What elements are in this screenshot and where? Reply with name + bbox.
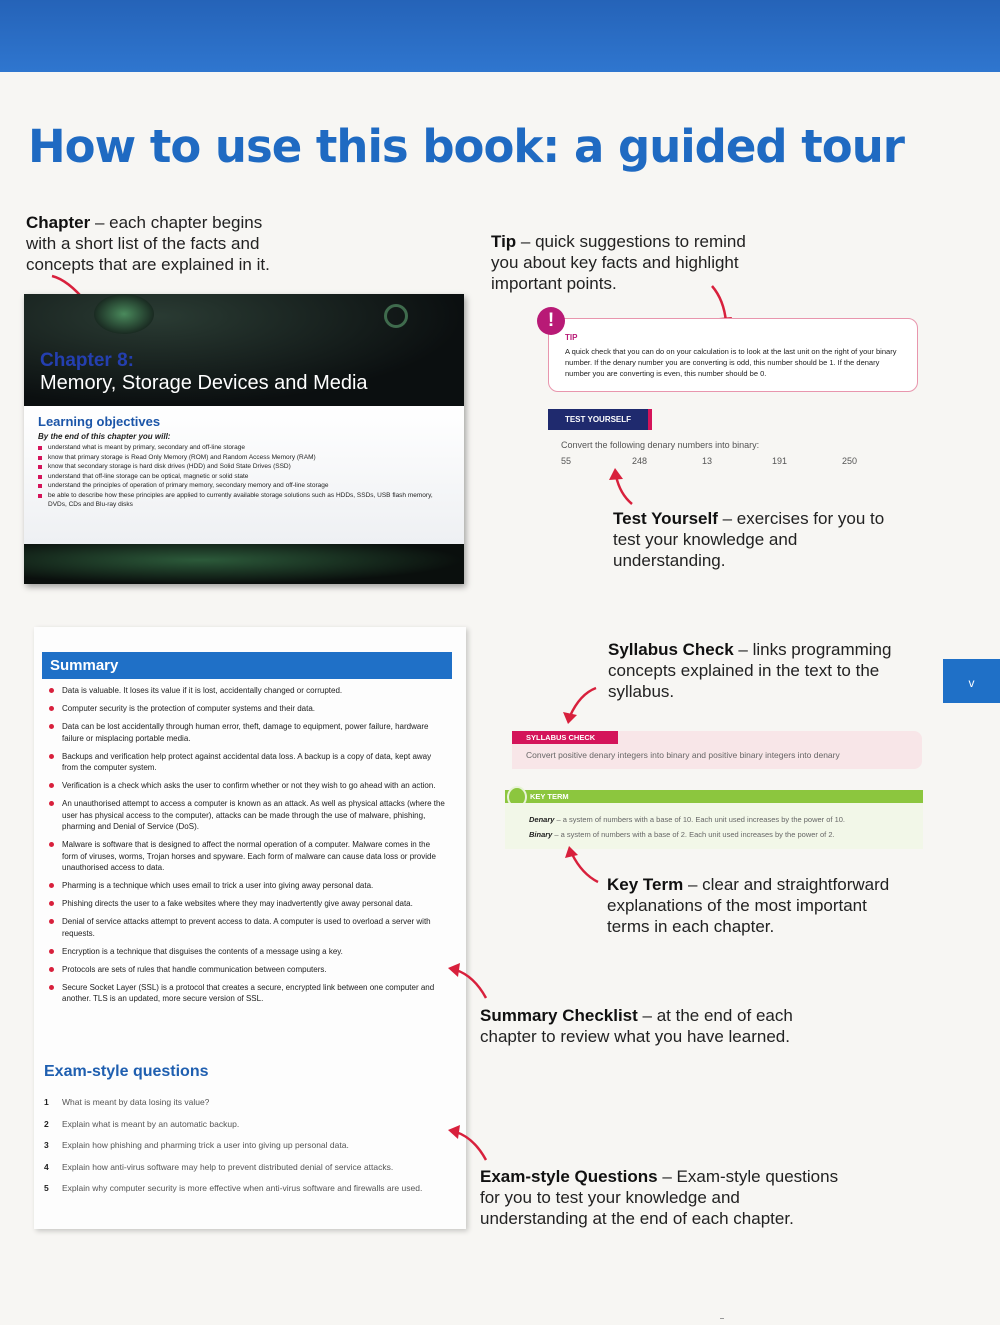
objective-item: know that secondary storage is hard disk drives (HDD) and Solid State Drives (SSD): [38, 462, 450, 472]
question-number: 3: [44, 1140, 49, 1150]
key-term-word: Binary: [529, 830, 553, 839]
summary-item: Denial of service attacks attempt to prevent access to data. A computer is used to overload a server with requests.: [44, 916, 448, 939]
summary-item: Pharming is a technique which uses email to trick a user into giving away personal data.: [44, 880, 448, 892]
test-yourself-number: 248: [632, 456, 648, 466]
exam-questions-list: [44, 1097, 448, 1205]
callout-exam-questions-term: Exam-style Questions: [480, 1167, 658, 1186]
summary-item: Malware is software that is designed to affect the normal operation of a computer. Malware comes in the form of viruses, worms, Trojan horses and spyware. Each form of malware can cause data loss or provide unauthorised access to data.: [44, 839, 448, 874]
callout-summary-checklist: [480, 1005, 810, 1047]
question-text: Explain why computer security is more effective when anti-virus software and firewalls are used.: [62, 1183, 423, 1193]
question-text: Explain how phishing and pharming trick a user into giving up personal data.: [62, 1140, 349, 1150]
callout-syllabus-check-desc: – links programming concepts explained in the text to the syllabus.: [608, 640, 892, 701]
callout-summary-checklist-desc: – at the end of each chapter to review what you have learned.: [480, 1006, 793, 1046]
callout-chapter: [26, 212, 286, 275]
chapter-footer-image: [24, 544, 464, 584]
callout-tip-desc: – quick suggestions to remind you about key facts and highlight important points.: [491, 232, 746, 293]
chapter-glow-decoration: [94, 294, 154, 334]
summary-item: Protocols are sets of rules that handle communication between computers.: [44, 964, 448, 976]
chapter-sample-page: [24, 294, 464, 584]
summary-item: Secure Socket Layer (SSL) is a protocol that creates a secure, encrypted link between one computer and another. TLS is an updated, more secure version of SSL.: [44, 982, 448, 1005]
syllabus-check-arrow: [560, 686, 600, 726]
syllabus-check-box: [512, 731, 922, 769]
callout-chapter-desc: – each chapter begins with a short list of the facts and concepts that are explained in it.: [26, 213, 270, 274]
exam-question: [44, 1097, 448, 1109]
summary-heading: Summary: [42, 652, 452, 679]
footer-mark: [720, 1318, 724, 1319]
page-title: How to use this book: a guided tour: [28, 120, 904, 173]
page-number-tab: v: [943, 659, 1000, 703]
callout-exam-questions-desc: – Exam-style questions for you to test your knowledge and understanding at the end of each chapter.: [480, 1167, 839, 1228]
tip-text: A quick check that you can do on your calculation is to look at the last unit on the right of your binary number. If the denary number you are converting is odd, this number should be 1. If the denary number you are converting is even, this number should be 0.: [565, 347, 897, 378]
callout-syllabus-check: [608, 639, 908, 702]
callout-syllabus-check-term: Syllabus Check: [608, 640, 734, 659]
objective-item: understand that off-line storage can be optical, magnetic or solid state: [38, 472, 450, 482]
summary-item: Encryption is a technique that disguises the contents of a message using a key.: [44, 946, 448, 958]
summary-item: Data is valuable. It loses its value if it is lost, accidentally changed or corrupted.: [44, 685, 448, 697]
callout-exam-questions: [480, 1166, 840, 1229]
exam-question: [44, 1162, 448, 1174]
key-term-definition: – a system of numbers with a base of 10. Each unit used increases by the power of 10.: [554, 815, 846, 824]
summary-item: Phishing directs the user to a fake websites where they may inadvertently give away personal data.: [44, 898, 448, 910]
objective-item: understand what is meant by primary, secondary and off-line storage: [38, 443, 450, 453]
chapter-title: Memory, Storage Devices and Media: [40, 372, 368, 394]
tip-sample-box: [548, 318, 918, 392]
test-yourself-number: 55: [561, 456, 572, 466]
question-text: What is meant by data losing its value?: [62, 1097, 210, 1107]
callout-test-yourself-desc: – exercises for you to test your knowledge and understanding.: [613, 509, 885, 570]
learning-objectives-box: [24, 406, 464, 544]
summary-item: An unauthorised attempt to access a computer is known as an attack. As well as physical attacks (where the user has physical access to the computer), attacks can be made through the use of malware, phishing, pharming and Denial of Service (DoS).: [44, 798, 448, 833]
callout-chapter-term: Chapter: [26, 213, 91, 232]
tip-label: TIP: [565, 333, 578, 342]
chapter-ring-decoration: [384, 304, 408, 328]
callout-key-term-term: Key Term: [607, 875, 684, 894]
summary-item: Data can be lost accidentally through human error, theft, damage to equipment, power failure, hardware failure or misplacing portable media.: [44, 721, 448, 744]
summary-item: Computer security is the protection of computer systems and their data.: [44, 703, 448, 715]
syllabus-check-label: SYLLABUS CHECK: [512, 731, 618, 744]
exam-questions-heading: Exam-style questions: [44, 1063, 209, 1080]
test-yourself-label: TEST YOURSELF: [548, 409, 652, 430]
question-number: 5: [44, 1183, 49, 1193]
test-yourself-number: 250: [842, 456, 858, 466]
objective-item: understand the principles of operation of primary memory, secondary memory and off-line storage: [38, 481, 450, 491]
exam-questions-arrow: [446, 1124, 490, 1164]
question-number: 4: [44, 1161, 49, 1172]
syllabus-check-text: Convert positive denary integers into binary and positive binary integers into denary: [526, 750, 840, 760]
callout-key-term: [607, 874, 907, 937]
callout-tip-term: Tip: [491, 232, 517, 251]
exclamation-icon: !: [537, 307, 565, 335]
test-yourself-number: 13: [702, 456, 713, 466]
test-yourself-number: 191: [772, 456, 788, 466]
test-yourself-arrow: [606, 466, 640, 506]
objective-item: be able to describe how these principles are applied to currently available storage solutions such as HDDs, SSDs, USB flash memory, DVDs, CDs and Blu-ray disks: [38, 491, 450, 510]
key-term-line: [529, 815, 845, 824]
question-text: Explain how anti-virus software may help to prevent distributed denial of service attacks.: [62, 1161, 394, 1172]
top-color-band: [0, 0, 1000, 72]
key-term-box: [505, 803, 923, 849]
summary-checklist-arrow: [446, 962, 490, 1002]
callout-summary-checklist-term: Summary Checklist: [480, 1006, 638, 1025]
summary-item: Verification is a check which asks the user to confirm whether or not they wish to go ahead with an action.: [44, 780, 448, 792]
objective-item: know that primary storage is Read Only Memory (ROM) and Random Access Memory (RAM): [38, 453, 450, 463]
exam-question: [44, 1183, 448, 1195]
key-term-arrow: [562, 846, 602, 886]
test-yourself-text: Convert the following denary numbers into binary:: [561, 440, 760, 450]
key-term-line: [529, 830, 835, 839]
key-term-definition: – a system of numbers with a base of 2. Each unit used increases by the power of 2.: [552, 830, 835, 839]
summary-item: Backups and verification help protect against accidental data loss. A backup is a copy of data, kept away from the computer system.: [44, 751, 448, 774]
learning-objectives-intro: By the end of this chapter you will:: [38, 432, 171, 441]
learning-objectives-heading: Learning objectives: [38, 414, 161, 429]
callout-test-yourself: [613, 508, 913, 571]
exam-question: [44, 1119, 448, 1131]
question-text: Explain what is meant by an automatic backup.: [62, 1118, 240, 1129]
exam-question: [44, 1140, 448, 1152]
summary-list: [44, 685, 448, 1011]
question-number: 2: [44, 1118, 49, 1129]
callout-test-yourself-term: Test Yourself: [613, 509, 718, 528]
callout-key-term-desc: – clear and straightforward explanations of the most important terms in each chapter.: [607, 875, 890, 936]
key-term-word: Denary: [529, 815, 555, 824]
key-term-label: KEY TERM: [530, 792, 569, 801]
question-number: 1: [44, 1097, 49, 1107]
chapter-number: Chapter 8:: [40, 350, 134, 371]
